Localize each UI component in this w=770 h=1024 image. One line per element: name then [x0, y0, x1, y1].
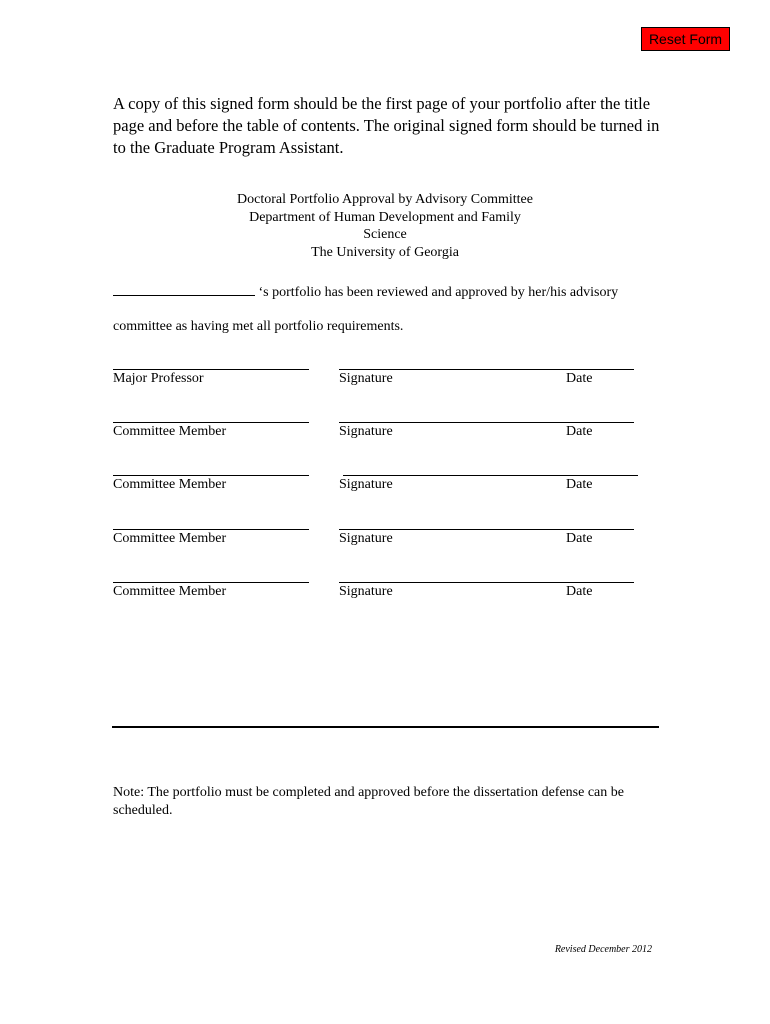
approval-statement-cont: committee as having met all portfolio requirements. — [113, 319, 404, 334]
approval-statement — [113, 281, 673, 301]
signature-label: Signature — [339, 371, 393, 386]
approval-statement-text: ‘s portfolio has been reviewed and approved by her/his advisory — [258, 285, 619, 300]
signature-row-committee-2 — [0, 475, 770, 505]
signature-label: Signature — [339, 584, 393, 599]
role-label: Committee Member — [113, 424, 227, 439]
intro-instructions: A copy of this signed form should be the first page of your portfolio after the title page and before the table of contents. The original signed form should be turned in to the Graduate Program Assistant. — [113, 94, 660, 157]
revision-date: Revised December 2012 — [554, 944, 652, 955]
signature-label: Signature — [339, 477, 393, 492]
signature-row-committee-4 — [0, 582, 770, 612]
role-label: Committee Member — [113, 477, 227, 492]
date-label: Date — [566, 371, 593, 386]
section-divider — [112, 726, 659, 728]
heading-university: The University of Georgia — [311, 245, 459, 261]
reset-form-button[interactable]: Reset Form — [641, 27, 730, 51]
date-label: Date — [566, 424, 593, 439]
signature-row-committee-1 — [0, 422, 770, 452]
signature-label: Signature — [339, 531, 393, 546]
role-label: Committee Member — [113, 584, 227, 599]
role-label: Major Professor — [113, 371, 204, 386]
role-label: Committee Member — [113, 531, 227, 546]
date-label: Date — [566, 584, 593, 599]
heading-title: Doctoral Portfolio Approval by Advisory Committee — [237, 192, 533, 207]
date-label: Date — [566, 531, 593, 546]
signature-row-major-professor — [0, 369, 770, 399]
form-heading — [200, 191, 570, 262]
date-label: Date — [566, 477, 593, 492]
student-name-field[interactable] — [113, 281, 255, 296]
signature-label: Signature — [339, 424, 393, 439]
heading-department: Department of Human Development and Family — [249, 209, 521, 225]
note-text: Note: The portfolio must be completed and approved before the dissertation defense can be scheduled. — [113, 785, 624, 818]
signature-row-committee-3 — [0, 529, 770, 559]
heading-department-cont: Science — [363, 227, 407, 243]
